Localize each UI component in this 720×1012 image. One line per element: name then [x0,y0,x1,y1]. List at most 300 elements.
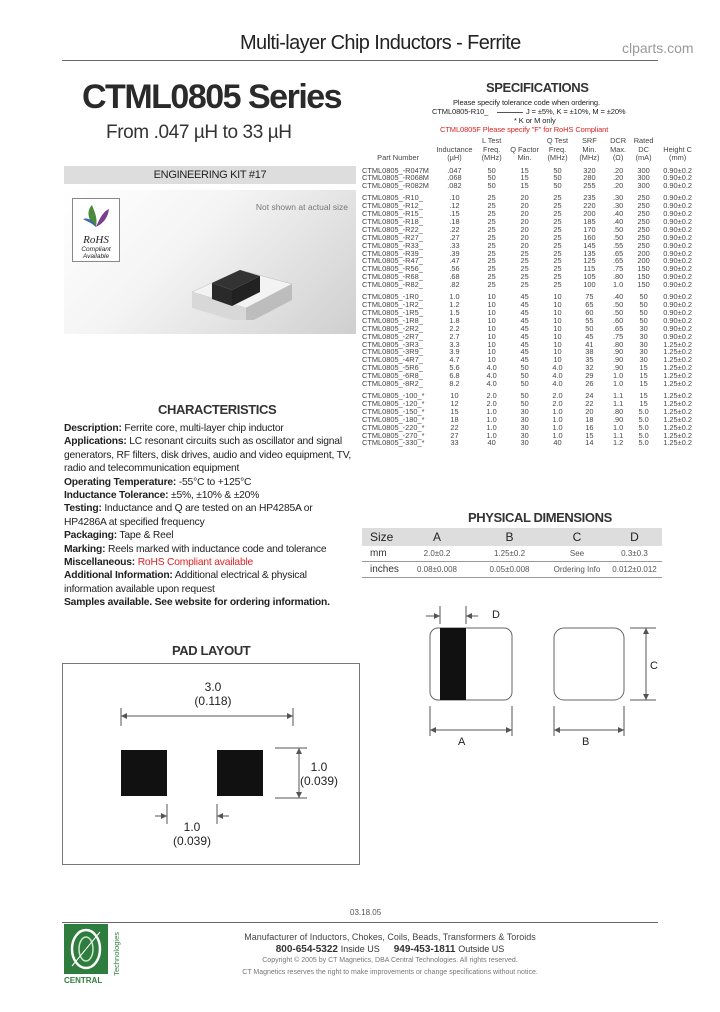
spec-cell: CTML0805_-R82_ [362,280,423,290]
spec-cell: 12 [450,398,459,408]
spec-cell: 10 [487,347,496,357]
spec-cell: 2.0 [486,390,497,400]
physical-dimensions-heading: PHYSICAL DIMENSIONS [468,510,612,525]
product-photo [64,190,356,334]
spec-cell: 3.9 [449,347,460,357]
spec-cell: 25 [520,264,529,274]
spec-cell: 250 [637,224,650,234]
spec-cell: .15 [449,209,460,219]
spec-cell: 0.90±0.2 [663,165,692,175]
spec-cell: CTML0805_-150_* [362,406,425,416]
spec-cell: 25 [487,201,496,211]
spec-cell: 1.25±0.2 [663,422,692,432]
spec-cell: 15 [639,390,648,400]
dim-row-inches: inches 0.08±0.008 0.05±0.008 Ordering Info 0.012±0.012 [362,562,662,578]
logo-wordmark: CENTRAL [64,976,103,985]
spec-cell: 45 [585,331,594,341]
spec-cell: 10 [553,347,562,357]
spec-cell: 25 [487,216,496,226]
spec-cell: .82 [449,280,460,290]
spec-cell: 1.0 [612,379,624,389]
spec-example-part: CTML0805-R10_ [432,107,489,116]
spec-cell: .90 [612,355,624,365]
spec-cell: .27 [449,232,460,242]
spec-cell: 30 [520,430,529,440]
footer-contact [230,932,550,978]
spec-cell: .56 [449,264,460,274]
spec-cell: CTML0805_-120_* [362,398,425,408]
spec-cell: 0.90±0.2 [663,209,692,219]
spec-cell: CTML0805_-R27_ [362,232,423,242]
spec-col-header: SRF Min. (MHz) [579,136,600,162]
spec-cell: 1.1 [612,430,624,440]
spec-cell: 25 [520,256,529,266]
dim-row-mm: mm 2.0±0.2 1.25±0.2 See 0.3±0.3 [362,546,662,562]
spec-cell: 27 [450,430,459,440]
spec-cell: 10 [487,355,496,365]
spec-cell: 25 [487,232,496,242]
spec-cell: CTML0805_-R15_ [362,209,423,219]
spec-cell: 1.25±0.2 [663,355,692,365]
spec-cell: .90 [612,363,624,373]
spec-cell: 10 [553,339,562,349]
spec-cell: 15 [520,165,529,175]
spec-cell: 10 [553,307,562,317]
spec-cell: .75 [612,264,624,274]
spec-col-header: L Test Freq. (MHz) [481,136,502,162]
spec-cell: 40 [487,438,496,448]
spec-cell: 5.0 [638,430,649,440]
spec-cell: 15 [639,363,648,373]
spec-row [362,380,700,388]
spec-cell: 4.0 [552,379,563,389]
spec-cell: 0.90±0.2 [663,307,692,317]
spec-cell: 1.0 [552,414,563,424]
spec-cell: 50 [639,315,648,325]
spec-cell: 1.5 [449,307,460,317]
spec-cell: 185 [583,216,596,226]
spec-cell: 1.0 [486,430,497,440]
spec-cell: CTML0805_-R22_ [362,224,423,234]
spec-cell: 250 [637,232,650,242]
char-miscellaneous: Miscellaneous: RoHS Compliant available [64,557,254,569]
spec-cell: 250 [637,201,650,211]
spec-row [362,182,700,190]
spec-cell: CTML0805_-R047M [362,165,429,175]
spec-cell: 250 [637,193,650,203]
spec-cell: 45 [520,323,529,333]
spec-cell: 33 [450,438,459,448]
spec-cell: CTML0805_-R082M [362,181,429,191]
spec-cell: 1.8 [449,315,460,325]
spec-cell: .20 [612,181,624,191]
spec-cell: .30 [612,201,624,211]
spec-tolerance-codes: J = ±5%, K = ±10%, M = ±20% [526,107,626,116]
footer-notice: CT Magnetics reserves the right to make improvements or change specifications without notice. [242,968,538,976]
characteristics-heading: CHARACTERISTICS [158,402,277,417]
spec-cell: 1.0 [486,422,497,432]
spec-cell: 45 [520,300,529,309]
spec-cell: 25 [487,240,496,250]
spec-cell: 280 [583,173,596,183]
spec-cell: 15 [520,181,529,191]
spec-cell: 20 [520,240,529,250]
spec-cell: 30 [520,422,529,432]
inductance-range: From .047 µH to 33 µH [106,122,292,143]
spec-cell: 30 [520,414,529,424]
spec-cell: 10 [487,292,496,302]
spec-cell: 25 [553,224,562,234]
spec-cell: 20 [520,216,529,226]
spec-cell: 10 [553,315,562,325]
spec-cell: .80 [612,339,624,349]
spec-cell: 1.25±0.2 [663,379,692,389]
spec-cell: 0.90±0.2 [663,216,692,226]
spec-col-header: Inductance (µH) [436,144,473,162]
spec-cell: 5.0 [638,438,649,448]
spec-cell: 20 [520,224,529,234]
spec-cell: 60 [585,307,594,317]
spec-cell: 50 [487,165,496,175]
spec-cell: 20 [520,232,529,242]
spec-cell: 250 [637,209,650,219]
spec-cell: CTML0805_-R33_ [362,240,423,250]
spec-cell: 50 [553,181,562,191]
spec-cell: 200 [637,256,650,266]
spec-cell: 1.1 [612,390,624,400]
spec-cell: CTML0805_-1R5_ [362,307,423,317]
spec-cell: .50 [612,232,624,242]
spec-cell: 10 [450,390,459,400]
spec-cell: 5.0 [638,414,649,424]
spec-cell: 0.90±0.2 [663,264,692,274]
spec-cell: 0.90±0.2 [663,331,692,341]
spec-cell: 25 [553,264,562,274]
spec-cell: 0.90±0.2 [663,272,692,282]
spec-cell: 15 [639,379,648,389]
footer-rule [62,922,658,923]
spec-cell: 115 [583,264,596,274]
series-title: CTML0805 Series [82,78,342,116]
spec-cell: 10 [487,315,496,325]
dim-label-a: A [458,736,466,748]
spec-cell: .22 [449,224,460,234]
spec-cell: 25 [520,248,529,258]
spec-cell: 10 [553,355,562,365]
spec-cell: 30 [639,323,648,333]
spec-cell: .50 [612,300,624,309]
spec-cell: 0.90±0.2 [663,181,692,191]
spec-cell: 105 [583,272,596,282]
spec-cell: 1.25±0.2 [663,414,692,424]
spec-cell: 2.0 [552,398,563,408]
spec-cell: 5.6 [449,363,460,373]
spec-cell: 25 [553,256,562,266]
spec-header-row [362,137,700,163]
spec-cell: 32 [585,363,594,373]
logo-tagline: Technologies [112,932,121,976]
spec-cell: CTML0805_-R18_ [362,216,423,226]
leaf-icon [82,203,110,229]
spec-cell: 2.2 [449,323,460,333]
spec-cell: 15 [585,430,594,440]
spec-cell: 1.25±0.2 [663,398,692,408]
spec-cell: 75 [585,292,594,302]
spec-cell: 10 [487,300,496,309]
spec-cell: CTML0805_-R10_ [362,193,423,203]
spec-cell: 50 [553,165,562,175]
spec-cell: 30 [639,347,648,357]
spec-cell: 50 [639,307,648,317]
spec-cell: 1.25±0.2 [663,363,692,373]
spec-cell: 50 [520,390,529,400]
dimension-drawing [420,598,670,748]
spec-cell: 14 [585,438,594,448]
document-title: Multi-layer Chip Inductors - Ferrite [240,32,521,54]
spec-cell: 15 [639,371,648,381]
spec-cell: 0.90±0.2 [663,201,692,211]
spec-cell: 1.0 [552,430,563,440]
pad-height-label: 1.0 (0.039) [299,760,339,788]
spec-cell: .30 [612,193,624,203]
spec-cell: 50 [520,398,529,408]
spec-cell: CTML0805_-R56_ [362,264,423,274]
dim-col-size: Size [370,530,394,544]
spec-cell: .10 [449,193,460,203]
spec-cell: 1.0 [612,280,624,290]
dim-label-c: C [650,660,658,672]
spec-col-header: Q Factor Min. [510,144,539,162]
spec-cell: 20 [585,406,594,416]
characteristics-list [64,422,356,610]
spec-cell: CTML0805_-R068M [362,173,429,183]
spec-cell: CTML0805_-R47_ [362,256,423,266]
spec-cell: 45 [520,347,529,357]
spec-cell: .39 [449,248,460,258]
spec-cell: 25 [553,201,562,211]
dim-header-row [362,528,662,546]
spec-cell: 1.25±0.2 [663,339,692,349]
spec-col-header: Height C (mm) [663,144,693,162]
spec-cell: 25 [520,280,529,290]
dim-col-c: C [572,530,582,544]
spec-cell: 25 [487,256,496,266]
spec-cell: 4.0 [486,371,497,381]
spec-cell: 15 [520,173,529,183]
revision-date: 03.18.05 [350,908,382,917]
spec-cell: CTML0805_-3R3_ [362,339,423,349]
specifications-heading: SPECIFICATIONS [486,80,589,95]
spec-cell: 50 [553,173,562,183]
spec-cell: CTML0805_-6R8_ [362,371,423,381]
spec-cell: 50 [520,371,529,381]
spec-cell: .047 [447,165,462,175]
spec-cell: 1.25±0.2 [663,390,692,400]
spec-cell: 50 [487,173,496,183]
spec-cell: 25 [553,193,562,203]
spec-cell: 0.90±0.2 [663,232,692,242]
physical-dimensions-table [362,528,662,578]
spec-cell: 25 [553,232,562,242]
spec-cell: 0.90±0.2 [663,193,692,203]
spec-cell: 50 [639,292,648,302]
spec-cell: 100 [583,280,596,290]
spec-cell: 1.2 [449,300,460,309]
spec-cell: 255 [583,181,596,191]
char-tolerance: Inductance Tolerance: ±5%, ±10% & ±20% [64,490,260,502]
spec-cell: 45 [520,331,529,341]
rohs-available: Available [82,253,110,260]
footer-phones: 800-654-5322 Inside US 949-453-1811 Outside US [275,943,505,955]
spec-cell: 25 [553,272,562,282]
specifications-table-wrap [362,137,700,447]
spec-cell: 4.7 [449,355,460,365]
spec-col-header: Q Test Freq. (MHz) [546,136,569,162]
spec-cell: 18 [585,414,594,424]
spec-cell: 30 [520,406,529,416]
spec-cell: 320 [583,165,596,175]
spec-cell: 24 [585,390,594,400]
pad-layout-heading: PAD LAYOUT [172,643,251,658]
spec-cell: CTML0805_-3R9_ [362,347,423,357]
spec-cell: 235 [583,193,596,203]
spec-cell: 45 [520,315,529,325]
spec-cell: 1.0 [486,414,497,424]
spec-tolerance-note: Please specify tolerance code when ordering. [453,98,600,107]
spec-cell: 22 [450,422,459,432]
spec-cell: CTML0805_-4R7_ [362,355,423,365]
char-samples: Samples available. See website for ordering information. [64,597,330,609]
spec-cell: 15 [450,406,459,416]
spec-cell: 2.0 [552,390,563,400]
specifications-table [362,137,700,447]
spec-cell: .068 [447,173,462,183]
char-marking: Marking: Reels marked with inductance code and tolerance [64,543,327,555]
spec-cell: 25 [553,240,562,250]
spec-cell: CTML0805_-2R7_ [362,331,423,341]
spec-row [362,281,700,289]
spec-cell: .50 [612,224,624,234]
spec-cell: 40 [553,438,562,448]
spec-cell: 20 [520,193,529,203]
spec-cell: 20 [520,209,529,219]
spec-cell: 10 [553,292,562,302]
spec-cell: 5.0 [638,422,649,432]
spec-cell: 250 [637,240,650,250]
spec-cell: .90 [612,347,624,357]
spec-cell: 1.25±0.2 [663,438,692,448]
spec-cell: CTML0805_-5R6_ [362,363,423,373]
spec-cell: 250 [637,216,650,226]
spec-rohs-note: CTML0805F Please specify "F" for RoHS Compliant [440,125,609,134]
spec-col-header: Rated DC (mA) [633,136,654,162]
engineering-kit-bar: ENGINEERING KIT #17 [64,166,356,184]
spec-cell: 1.0 [552,422,563,432]
spec-cell: 2.7 [449,331,460,341]
spec-cell: 45 [520,355,529,365]
spec-cell: 1.0 [612,371,624,381]
spec-cell: 135 [583,248,596,258]
spec-cell: 25 [553,209,562,219]
spec-cell: 145 [583,240,596,250]
spec-cell: 10 [487,339,496,349]
spec-cell: 25 [487,280,496,290]
char-additional: Additional Information: Additional electrical & physical information available upon request [64,570,307,595]
spec-cell: 10 [487,331,496,341]
spec-cell: 0.90±0.2 [663,173,692,183]
spec-cell: .65 [612,248,624,258]
spec-cell: CTML0805_-180_* [362,414,425,424]
spec-cell: 30 [639,355,648,365]
spec-cell: CTML0805_-220_* [362,422,425,432]
spec-arrow [497,112,523,113]
spec-cell: 1.0 [449,292,460,302]
spec-cell: .33 [449,240,460,250]
spec-cell: 3.3 [449,339,460,349]
spec-cell: .80 [612,272,624,282]
spec-cell: .12 [449,201,460,211]
spec-cell: 25 [553,248,562,258]
spec-cell: .18 [449,216,460,226]
spec-cell: .55 [612,240,624,250]
spec-cell: 200 [637,248,650,258]
spec-cell: 0.90±0.2 [663,300,692,309]
spec-cell: 0.90±0.2 [663,240,692,250]
spec-cell: 125 [583,256,596,266]
spec-cell: 1.25±0.2 [663,430,692,440]
spec-cell: 10 [553,323,562,333]
pad-width-label: 3.0 (0.118) [194,680,232,708]
spec-cell: 20 [520,201,529,211]
spec-cell: 1.0 [612,422,624,432]
spec-cell: 10 [487,323,496,333]
spec-cell: .60 [612,315,624,325]
spec-cell: CTML0805_-8R2_ [362,379,423,389]
dim-col-a: A [432,530,441,544]
spec-cell: 150 [637,272,650,282]
spec-cell: 41 [585,339,594,349]
spec-cell: 65 [585,300,594,309]
spec-cell: 30 [639,339,648,349]
spec-cell: 6.8 [449,371,460,381]
spec-cell: 50 [639,300,648,309]
char-testing: Testing: Inductance and Q are tested on an HP4285A or HP4286A at specified frequency [64,503,313,528]
spec-km-note: * K or M only [514,116,556,125]
spec-col-header: Part Number [377,153,420,162]
spec-cell: 1.25±0.2 [663,347,692,357]
spec-cell: CTML0805_-330_* [362,438,425,448]
spec-cell: 8.2 [449,379,460,389]
spec-cell: 2.0 [486,398,497,408]
spec-cell: 50 [520,379,529,389]
spec-cell: 170 [583,224,596,234]
spec-cell: 25 [487,209,496,219]
spec-cell: .65 [612,256,624,266]
spec-cell: 220 [583,201,596,211]
rohs-compliant: Compliant [81,246,111,253]
spec-cell: 25 [553,216,562,226]
spec-cell: 4.0 [552,371,563,381]
rohs-title: RoHS [83,234,109,246]
spec-cell: .47 [449,256,460,266]
spec-cell: .20 [612,173,624,183]
pad-layout-box [62,663,360,865]
spec-cell: 1.2 [612,438,624,448]
spec-cell: 18 [450,414,459,424]
spec-cell: 25 [487,224,496,234]
spec-cell: 300 [637,173,650,183]
spec-cell: 25 [487,264,496,274]
